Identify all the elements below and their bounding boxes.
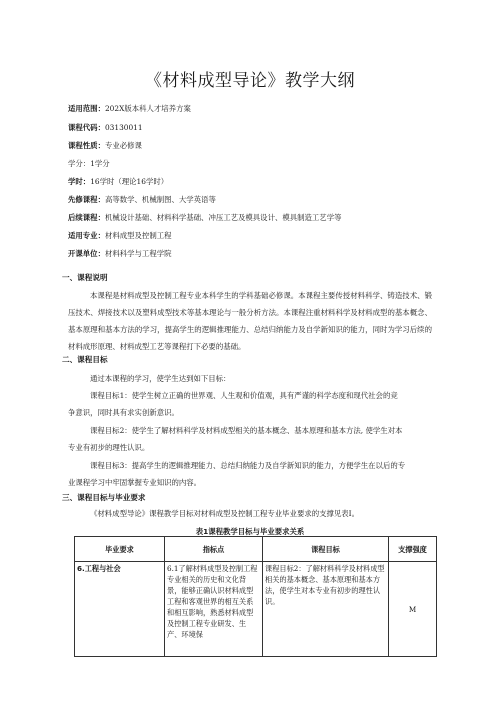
objectives-intro: 通过本课程的学习，使学生达到如下目标： xyxy=(90,374,231,383)
meta-key: 学分： xyxy=(68,159,91,168)
meta-value: 材料科学与工程学院 xyxy=(104,249,172,258)
meta-credits xyxy=(68,159,448,169)
objective-2-line-1: 课程目标2：使学生了解材料科学及材料成型相关的基本概念、基本原理和基本方法, 使学生对本 xyxy=(90,426,403,435)
meta-value: 材料成型及控制工程 xyxy=(104,231,172,240)
meta-hours xyxy=(68,177,448,187)
objective-1-line-2: 争意识，同时具有求实创新意识。 xyxy=(68,408,179,417)
section-heading-requirements: 三、课程目标与毕业要求 xyxy=(62,493,146,502)
objective-3-line-2: 业课程学习中牢固掌握专业知识的内容。 xyxy=(68,478,202,487)
column-header-indicator: 指标点 xyxy=(165,537,263,562)
document-title: 《材料成型导论》教学大纲 xyxy=(145,71,355,91)
meta-value: 03130011 xyxy=(104,123,143,132)
meta-value: 202X版本科人才培养方案 xyxy=(104,104,191,113)
meta-course-code xyxy=(68,123,448,133)
cell-requirement: 6.工程与社会 xyxy=(75,562,165,657)
meta-key: 先修课程： xyxy=(68,195,105,204)
table-row xyxy=(75,562,437,657)
meta-department xyxy=(68,249,448,259)
meta-key: 后续课程： xyxy=(68,213,105,222)
cell-strength: M xyxy=(389,562,437,657)
meta-key: 适用范围： xyxy=(68,104,105,113)
meta-key: 课程代码： xyxy=(68,123,105,132)
column-header-goal: 课程目标 xyxy=(263,537,389,562)
meta-major xyxy=(68,231,448,241)
objective-1-line-1: 课程目标1：使学生树立正确的世界观、人生观和价值观，具有严谨的科学态度和现代社会的竞 xyxy=(90,391,398,400)
table-header-row xyxy=(75,537,437,562)
requirements-intro: 《材料成型导论》课程教学目标对材料成型及控制工程专业毕业要求的支撑见表I。 xyxy=(90,509,359,518)
column-header-strength: 支撑强度 xyxy=(389,537,437,562)
column-header-requirement: 毕业要求 xyxy=(75,537,165,562)
section-heading-description: 一、课程说明 xyxy=(62,273,108,282)
meta-course-type xyxy=(68,141,448,151)
objectives-requirements-table xyxy=(74,536,437,657)
table-caption: 表1课程教学目标与毕业要求关系 xyxy=(195,527,305,536)
meta-value: 1学分 xyxy=(90,159,110,168)
meta-key: 课程性质： xyxy=(68,141,105,150)
cell-goal: 课程目标2：了解材料科学及材料成型相关的基本概念、基本原理和基本方法，使学生对本专业有初步的理性认识。 xyxy=(263,562,389,657)
objective-3-line-1: 课程目标3：提高学生的逻辑推理能力、总结归纳能力及自学新知识的能力，方便学生在以后的专 xyxy=(90,461,406,470)
cell-indicator: 6.1了解材料成型及控制工程专业相关的历史和文化背景，能够正确认识材料成型工程和客观世界的相互关系和相互影响，熟悉材料成型及控制工程专业研发、生产、环境保 xyxy=(165,562,263,657)
section-text-description: 本课程是材料成型及控制工程专业本科学生的学科基础必修课。本课程主要传授材料科学、铸造技术、锻压技术、焊接技术以及塑料成型技术等基本理论与一般分析方法。本课程注重材料科学及材料成型的基本概念、基本原理和基本方法的学习，提高学生的逻辑推理能力、总结归纳能力及自学新知识的能力，同时为学习后续的材料成形原理、材料成型工艺等课程打下必要的基础。 xyxy=(68,291,432,351)
meta-value: 16学时（理论16学时） xyxy=(90,177,169,186)
objective-2-line-2: 专业有初步的理性认识。 xyxy=(68,443,150,452)
meta-value: 高等数学、机械制图、大学英语等 xyxy=(104,195,216,204)
meta-key: 学时： xyxy=(68,177,91,186)
meta-key: 开课单位： xyxy=(68,249,105,258)
meta-follow-up xyxy=(68,213,448,223)
meta-scope xyxy=(68,104,448,114)
meta-key: 适用专业： xyxy=(68,231,105,240)
meta-value: 机械设计基础、材料科学基础、冲压工艺及模具设计、模具制造工艺学等 xyxy=(104,213,342,222)
meta-prerequisites xyxy=(68,195,448,205)
meta-value: 专业必修课 xyxy=(104,141,142,150)
section-heading-objectives: 二、课程目标 xyxy=(62,355,108,364)
